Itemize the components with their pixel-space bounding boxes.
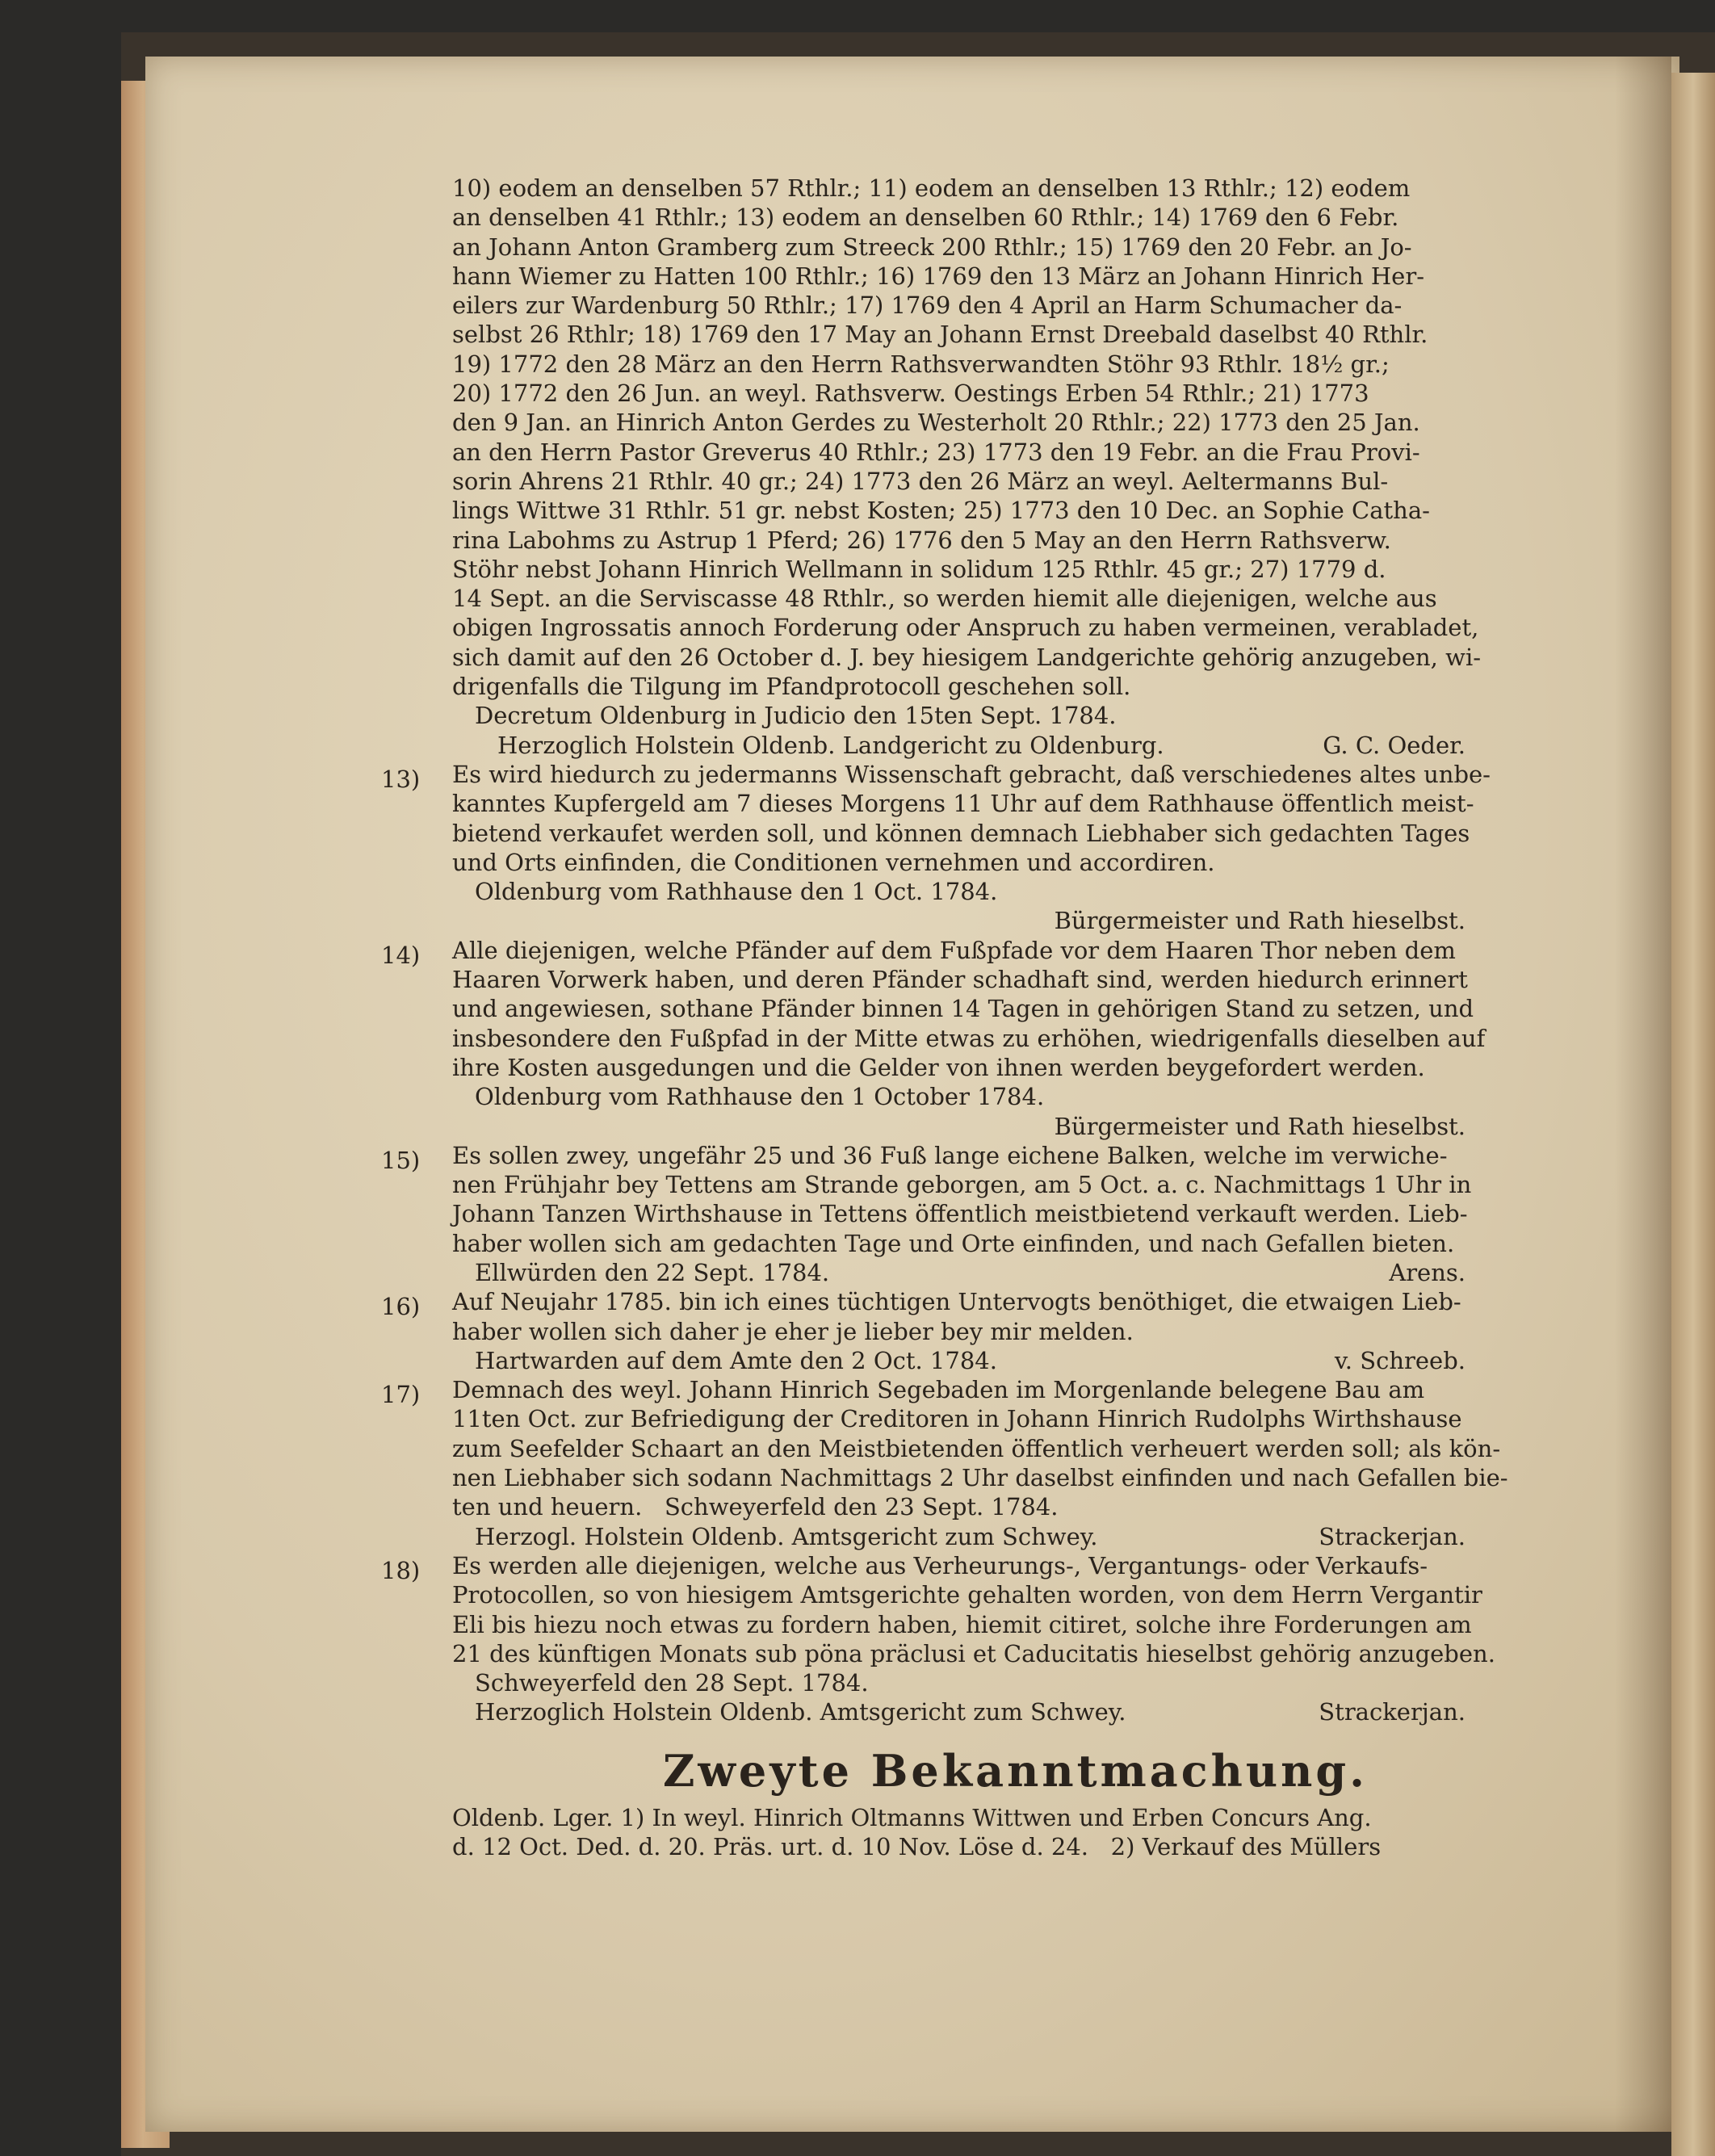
entry-number: 16) bbox=[381, 1293, 421, 1321]
date-line: Hartwarden auf dem Amte den 2 Oct. 1784. bbox=[475, 1346, 997, 1374]
text-line: 11ten Oct. zur Befriedigung der Creditoren in Johann Hinrich Rudolphs Wirthshause bbox=[452, 1405, 1462, 1433]
signature: Bürgermeister und Rath hieselbst. bbox=[1054, 907, 1466, 935]
date-line: Oldenburg vom Rathhause den 1 October 1784. bbox=[475, 1083, 1045, 1111]
text-line: Alle diejenigen, welche Pfänder auf dem Fußpfade vor dem Haaren Thor neben dem bbox=[452, 936, 1456, 964]
text-line: Auf Neujahr 1785. bin ich eines tüchtigen Untervogts benöthiget, die etwaigen Lieb- bbox=[452, 1288, 1461, 1316]
signature: Arens. bbox=[1389, 1258, 1466, 1286]
text-line: den 9 Jan. an Hinrich Anton Gerdes zu Westerholt 20 Rthlr.; 22) 1773 den 25 Jan. bbox=[452, 409, 1420, 437]
text-line: 20) 1772 den 26 Jun. an weyl. Rathsverw. Oestings Erben 54 Rthlr.; 21) 1773 bbox=[452, 380, 1369, 408]
text-line: und Orts einfinden, die Conditionen vernehmen und accordiren. bbox=[452, 848, 1215, 876]
text-line: an den Herrn Pastor Greverus 40 Rthlr.; 23) 1773 den 19 Febr. an die Frau Provi- bbox=[452, 438, 1420, 466]
text-line: ten und heuern. Schweyerfeld den 23 Sept. 1784. bbox=[452, 1493, 1059, 1521]
text-line: zum Seefelder Schaart an den Meistbietenden öffentlich verheuert werden soll; als kön- bbox=[452, 1434, 1501, 1462]
document-text bbox=[381, 174, 1579, 1861]
date-line: Ellwürden den 22 Sept. 1784. bbox=[475, 1258, 830, 1286]
text-line: haber wollen sich daher je eher je lieber bey mir melden. bbox=[452, 1317, 1134, 1345]
text-line: Demnach des weyl. Johann Hinrich Segebaden im Morgenlande belegene Bau am bbox=[452, 1376, 1425, 1404]
text-line: und angewiesen, sothane Pfänder binnen 14 Tagen in gehörigen Stand zu setzen, und bbox=[452, 995, 1474, 1023]
entry-number: 15) bbox=[381, 1146, 421, 1174]
text-line: Oldenb. Lger. 1) In weyl. Hinrich Oltmanns Wittwen und Erben Concurs Ang. bbox=[452, 1803, 1372, 1831]
text-line: hann Wiemer zu Hatten 100 Rthlr.; 16) 1769 den 13 März an Johann Hinrich Her- bbox=[452, 262, 1425, 290]
court-name: Herzoglich Holstein Oldenb. Landgericht zu Oldenburg. bbox=[497, 731, 1164, 759]
date-signature-row bbox=[452, 1258, 1579, 1287]
entry-17 bbox=[381, 1375, 1579, 1551]
page-gutter bbox=[1615, 57, 1671, 2132]
page-edge-right bbox=[1671, 73, 1715, 2156]
signature: v. Schreeb. bbox=[1334, 1346, 1466, 1374]
text-line: selbst 26 Rthlr; 18) 1769 den 17 May an Johann Ernst Dreebald daselbst 40 Rthlr. bbox=[452, 321, 1428, 349]
text-line: Es wird hiedurch zu jedermanns Wissenschaft gebracht, daß verschiedenes altes unbe- bbox=[452, 760, 1491, 788]
text-line: an Johann Anton Gramberg zum Streeck 200 Rthlr.; 15) 1769 den 20 Febr. an Jo- bbox=[452, 233, 1412, 261]
text-line: bietend verkaufet werden soll, und können demnach Liebhaber sich gedachten Tages bbox=[452, 819, 1470, 847]
text-line: drigenfalls die Tilgung im Pfandprotocoll geschehen soll. bbox=[452, 673, 1131, 701]
text-line: Es werden alle diejenigen, welche aus Verheurungs-, Vergantungs- oder Verkaufs- bbox=[452, 1551, 1428, 1579]
text-line: 19) 1772 den 28 März an den Herrn Rathsverwandten Stöhr 93 Rthlr. 18½ gr.; bbox=[452, 350, 1390, 378]
text-line: sorin Ahrens 21 Rthlr. 40 gr.; 24) 1773 den 26 März an weyl. Aeltermanns Bul- bbox=[452, 467, 1389, 495]
text-line: Eli bis hiezu noch etwas zu fordern haben, hiemit citiret, solche ihre Forderungen am bbox=[452, 1610, 1472, 1638]
signature: Strackerjan. bbox=[1319, 1522, 1466, 1550]
text-line: rina Labohms zu Astrup 1 Pferd; 26) 1776 den 5 May an den Herrn Rathsverw. bbox=[452, 526, 1391, 554]
entry-15 bbox=[381, 1141, 1579, 1287]
text-line: d. 12 Oct. Ded. d. 20. Präs. urt. d. 10 Nov. Löse d. 24. 2) Verkauf des Müllers bbox=[452, 1833, 1382, 1861]
entry-18 bbox=[381, 1551, 1579, 1727]
signature: G. C. Oeder. bbox=[1323, 731, 1466, 759]
entry-number: 17) bbox=[381, 1381, 421, 1409]
court-signature-row bbox=[452, 1522, 1579, 1551]
court-signature-row bbox=[452, 731, 1579, 760]
date-signature-row bbox=[452, 1346, 1579, 1375]
text-line: nen Liebhaber sich sodann Nachmittags 2 Uhr daselbst einfinden und nach Gefallen bie- bbox=[452, 1464, 1508, 1492]
text-line: Johann Tanzen Wirthshause in Tettens öffentlich meistbietend verkauft werden. Lieb- bbox=[452, 1200, 1468, 1228]
text-line: Stöhr nebst Johann Hinrich Wellmann in solidum 125 Rthlr. 45 gr.; 27) 1779 d. bbox=[452, 555, 1386, 583]
text-line: Es sollen zwey, ungefähr 25 und 36 Fuß lange eichene Balken, welche im verwiche- bbox=[452, 1141, 1448, 1169]
section-heading: Zweyte Bekanntmachung. bbox=[663, 1744, 1368, 1797]
decretum-line: Decretum Oldenburg in Judicio den 15ten Sept. 1784. bbox=[475, 702, 1117, 730]
text-line: haber wollen sich am gedachten Tage und Orte einfinden, und nach Gefallen bieten. bbox=[452, 1229, 1455, 1257]
text-line: sich damit auf den 26 October d. J. bey hiesigem Landgerichte gehörig anzugeben, wi- bbox=[452, 643, 1482, 671]
text-line: nen Frühjahr bey Tettens am Strande geborgen, am 5 Oct. a. c. Nachmittags 1 Uhr in bbox=[452, 1171, 1472, 1199]
text-line: obigen Ingrossatis annoch Forderung oder Anspruch zu haben vermeinen, verabladet, bbox=[452, 614, 1479, 642]
entry-final bbox=[452, 1803, 1579, 1862]
entry-number: 13) bbox=[381, 765, 421, 793]
text-line: 14 Sept. an die Serviscasse 48 Rthlr., so werden hiemit alle diejenigen, welche aus bbox=[452, 585, 1437, 613]
entry-13 bbox=[381, 760, 1579, 936]
text-line: Protocollen, so von hiesigem Amtsgerichte gehalten worden, von dem Herrn Vergantir bbox=[452, 1581, 1482, 1609]
court-name: Herzogl. Holstein Oldenb. Amtsgericht zum Schwey. bbox=[475, 1522, 1098, 1550]
text-line: lings Wittwe 31 Rthlr. 51 gr. nebst Kosten; 25) 1773 den 10 Dec. an Sophie Catha- bbox=[452, 497, 1430, 525]
entry-number: 14) bbox=[381, 941, 421, 969]
text-line: kanntes Kupfergeld am 7 dieses Morgens 11 Uhr auf dem Rathhause öffentlich meist- bbox=[452, 790, 1474, 818]
entry-16 bbox=[381, 1287, 1579, 1375]
date-line: Oldenburg vom Rathhause den 1 Oct. 1784. bbox=[475, 878, 998, 906]
text-line: Haaren Vorwerk haben, und deren Pfänder schadhaft sind, werden hiedurch erinnert bbox=[452, 966, 1468, 994]
date-line: Schweyerfeld den 28 Sept. 1784. bbox=[475, 1669, 869, 1697]
entry-number: 18) bbox=[381, 1556, 421, 1584]
text-line: an denselben 41 Rthlr.; 13) eodem an denselben 60 Rthlr.; 14) 1769 den 6 Febr. bbox=[452, 203, 1399, 232]
court-signature-row bbox=[452, 1697, 1579, 1726]
text-line: insbesondere den Fußpfad in der Mitte etwas zu erhöhen, wiedrigenfalls dieselben auf bbox=[452, 1024, 1486, 1052]
text-line: 21 des künftigen Monats sub pöna präclusi et Caducitatis hieselbst gehörig anzugeben. bbox=[452, 1639, 1495, 1667]
text-line: eilers zur Wardenburg 50 Rthlr.; 17) 1769 den 4 April an Harm Schumacher da- bbox=[452, 292, 1403, 320]
entry-14 bbox=[381, 936, 1579, 1141]
text-line: ihre Kosten ausgedungen und die Gelder von ihnen werden beygefordert werden. bbox=[452, 1053, 1425, 1081]
text-line: 10) eodem an denselben 57 Rthlr.; 11) eodem an denselben 13 Rthlr.; 12) eodem bbox=[452, 174, 1411, 202]
signature: Bürgermeister und Rath hieselbst. bbox=[1054, 1112, 1466, 1140]
entry-intro bbox=[452, 174, 1579, 760]
signature: Strackerjan. bbox=[1319, 1698, 1466, 1726]
court-name: Herzoglich Holstein Oldenb. Amtsgericht zum Schwey. bbox=[475, 1698, 1126, 1726]
